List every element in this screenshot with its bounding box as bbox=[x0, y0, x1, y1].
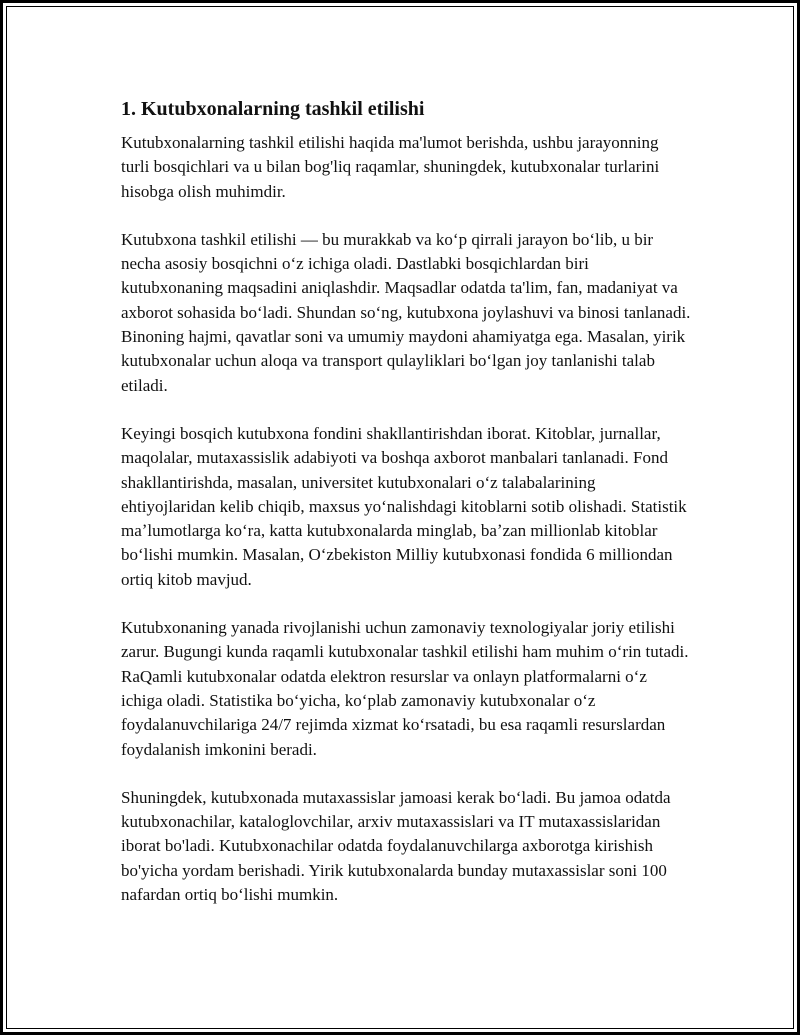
document-content bbox=[121, 96, 691, 931]
paragraph-establishment-stages: Kutubxona tashkil etilishi — bu murakkab va koʻp qirrali jarayon boʻlib, u bir necha asosiy bosqichni oʻz ichiga oladi. Dastlabki bosqichlardan biri kutubxonaning maqsadini aniqlashdir. Maqsadlar odatda ta'lim, fan, madaniyat va axborot sohasida boʻladi. Shundan soʻng, kutubxona joylashuvi va binosi tanlanadi. Binoning hajmi, qavatlar soni va umumiy maydoni ahamiyatga ega. Masalan, yirik kutubxonalar uchun aloqa va transport qulayliklari boʻlgan joy tanlanishi talab etiladi. bbox=[121, 229, 691, 395]
paragraph-modern-technologies: Kutubxonaning yanada rivojlanishi uchun zamonaviy texnologiyalar joriy etilishi zarur. Bugungi kunda raqamli kutubxonalar tashkil etilishi ham muhim oʻrin tutadi. RaQamli kutubxonalar odatda elektron resurslar va onlayn platformalarni oʻz ichiga oladi. Statistika boʻyicha, koʻplab zamonaviy kutubxonalar oʻz foydalanuvchilariga 24/7 rejimda xizmat koʻrsatadi, bu esa raqamli resurslardan foydalanish imkonini beradi. bbox=[121, 618, 689, 759]
section-heading: 1. Kutubxonalarning tashkil etilishi bbox=[121, 98, 425, 120]
paragraph-staff: Shuningdek, kutubxonada mutaxassislar jamoasi kerak boʻladi. Bu jamoa odatda kutubxonachilar, kataloglovchilar, arxiv mutaxassislari va IT mutaxassislaridan iborat bo'ladi. Kutubxonachilar odatda foydalanuvchilarga axborotga kirishish bo'yicha yordam berishadi. Yirik kutubxonalarda bunday mutaxassislar soni 100 nafardan ortiq boʻlishi mumkin. bbox=[121, 787, 671, 905]
paragraph-intro: Kutubxonalarning tashkil etilishi haqida ma'lumot berishda, ushbu jarayonning turli bosqichlari va u bilan bog'liq raqamlar, shuningdek, kutubxonalar turlarini hisobga olish muhimdir. bbox=[121, 133, 660, 201]
paragraph-collection-building: Keyingi bosqich kutubxona fondini shakllantirishdan iborat. Kitoblar, jurnallar, maqolalar, mutaxassislik adabiyoti va boshqa axborot manbalari tanlanadi. Fond shakllantirishda, masalan, universitet kutubxonalari oʻz talabalarining ehtiyojlaridan kelib chiqib, maxsus yoʻnalishdagi kitoblarni sotib olishadi. Statistik maʼlumotlarga koʻra, katta kutubxonalarda minglab, baʼzan millionlab kitoblar boʻlishi mumkin. Masalan, Oʻzbekiston Milliy kutubxonasi fondida 6 milliondan ortiq kitob mavjud. bbox=[121, 423, 687, 589]
